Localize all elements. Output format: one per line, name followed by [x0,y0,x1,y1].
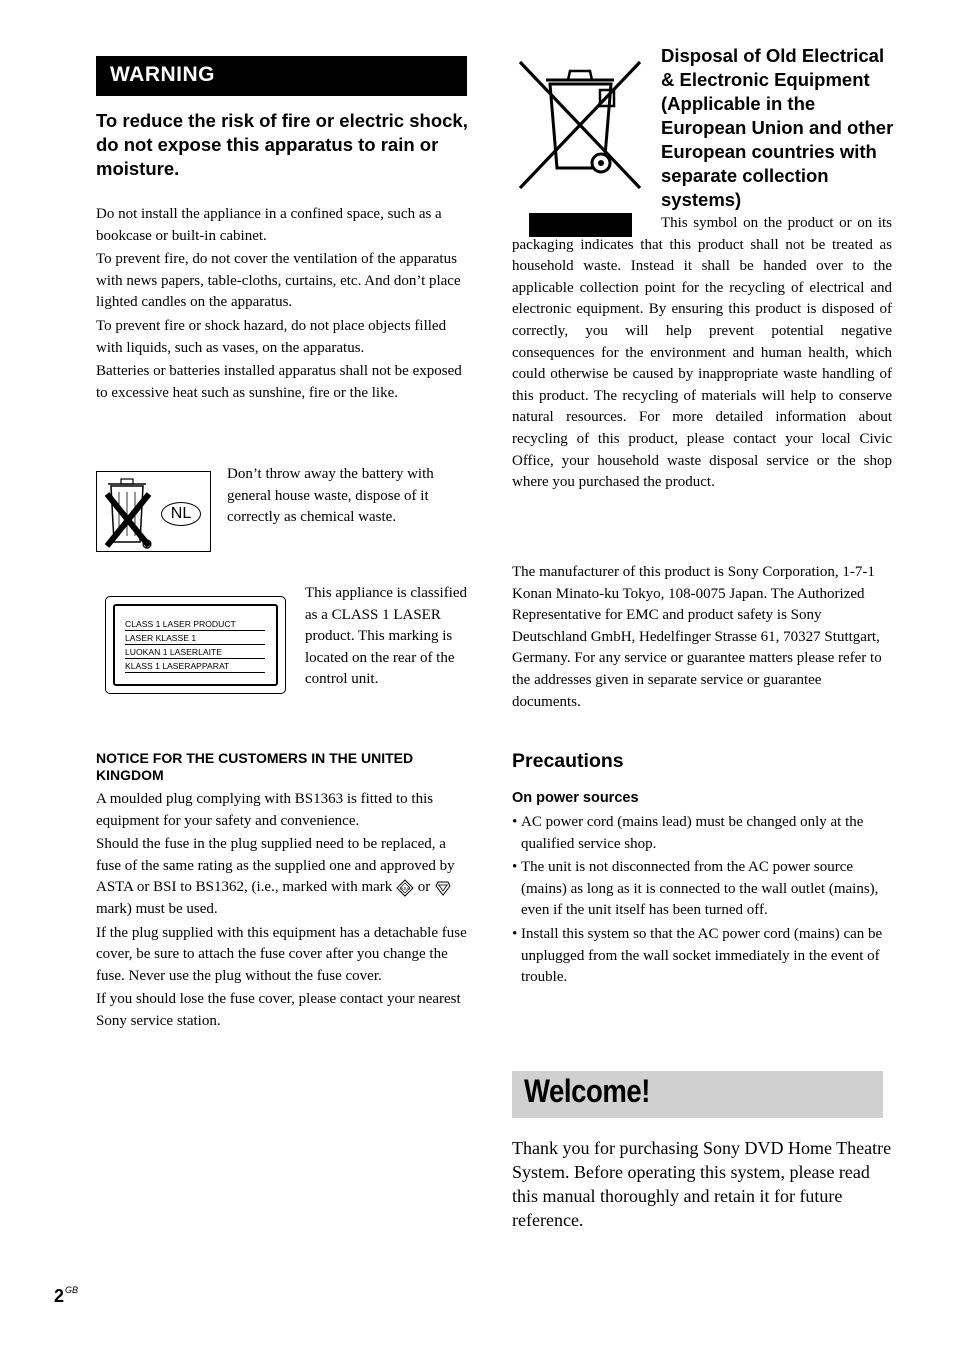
page-number-value: 2 [54,1286,65,1306]
uk-notice-paragraph: If the plug supplied with this equipment has a detachable fuse cover, be sure to attach the fuse cover after you change the fuse. Never use the plug without the fuse cover. [96,924,467,984]
list-item [512,857,884,922]
power-sources-heading: On power sources [512,790,639,806]
asta-mark-icon [396,879,414,897]
welcome-text: Thank you for purchasing Sony DVD Home Theatre System. Before operating this system, please read this manual thoroughly and retain it for future reference. [512,1138,892,1230]
page-number-suffix: GB [65,1285,79,1295]
laser-label-line: KLASS 1 LASERAPPARAT [125,661,265,673]
precautions-list [512,812,884,991]
disposal-text: This symbol on the product or on its packaging indicates that this product shall not be treated as household waste. Instead it shall be handed over to the applicable collection point for the recycling of electrical and electronic equipment. By ensuring this product is disposed of correctly, you will help prevent potential negative consequences for the environment and human health, which could otherwise be caused by inappropriate waste handling of this product. The recycling of materials will help to conserve natural resources. For more detailed information about recycling of this product, please contact your local Civic Office, your household waste disposal service or the shop where you purchased the product. [512,215,892,491]
page-number [54,1285,78,1307]
welcome-banner [512,1071,883,1118]
list-item [512,924,884,989]
laser-label-line: CLASS 1 LASER PRODUCT [125,619,265,631]
warning-paragraph: Do not install the appliance in a confined space, such as a bookcase or built-in cabinet. [96,206,442,244]
warning-heading: To reduce the risk of fire or electric shock, do not expose this apparatus to rain or moisture. [96,110,468,179]
uk-notice-paragraph: A moulded plug complying with BS1363 is fitted to this equipment for your safety and convenience. [96,791,434,829]
warning-banner-title: WARNING [110,63,215,86]
manufacturer-text: The manufacturer of this product is Sony Corporation, 1-7-1 Konan Minato-ku Tokyo, 108-0075 Japan. The Authorized Representative for EMC and product safety is Sony Deutschland GmbH, Hedelfinger Strasse 61, 70327 Stuttgart, Germany. For any service or guarantee matters please refer to the addresses given in separate service or guarantee documents. [512,564,882,710]
uk-notice-text: Should the fuse in the plug supplied need to be replaced, a fuse of the same rating as the supplied one and approved by ASTA or BSI to BS1362, (i.e., marked with mark [96,836,455,896]
bullet: • [512,925,518,942]
laser-label-frame [113,604,278,686]
bullet: • [512,859,518,876]
uk-notice-text: mark) must be used. [96,900,218,917]
battery-text: Don’t throw away the battery with general house waste, dispose of it correctly as chemical waste. [227,466,434,526]
laser-label-line: LASER KLASSE 1 [125,633,265,645]
laser-text: This appliance is classified as a CLASS 1 LASER product. This marking is located on the rear of the control unit. [305,585,468,688]
battery-disposal-symbol [96,471,211,552]
uk-notice-paragraph: If you should lose the fuse cover, please contact your nearest Sony service station. [96,991,461,1029]
precautions-heading: Precautions [512,750,624,772]
list-item [512,812,884,855]
uk-notice-text: or [417,879,431,896]
uk-notice-heading: NOTICE FOR THE CUSTOMERS IN THE UNITED KINGDOM [96,750,414,783]
list-item-text: AC power cord (mains lead) must be changed only at the qualified service shop. [521,814,864,852]
warning-paragraph: To prevent fire, do not cover the ventilation of the apparatus with news papers, table-cloths, curtains, etc. And don’t place lighted candles on the apparatus. [96,251,461,311]
bullet: • [512,814,518,830]
warning-paragraph: To prevent fire or shock hazard, do not place objects filled with liquids, such as vases, on the apparatus. [96,317,447,356]
list-item-text: Install this system so that the AC power cord (mains) can be unplugged from the wall socket immediately in the event of trouble. [521,925,883,986]
uk-notice-body [96,789,468,1035]
disposal-text-block [512,213,892,494]
warning-banner [96,56,467,96]
bsi-kitemark-icon [434,879,452,897]
list-item-text: The unit is not disconnected from the AC power source (mains) as long as it is connected to the wall outlet (mains), even if the unit itself has been turned off. [521,859,879,919]
laser-product-label [105,596,286,694]
laser-label-line: LUOKAN 1 LASERLAITE [125,647,265,659]
warning-paragraphs [96,204,468,406]
nl-mark: NL [161,502,201,526]
uk-notice-paragraph-marks [96,834,468,920]
warning-paragraph: Batteries or batteries installed apparatus shall not be exposed to excessive heat such as sunshine, fire or the like. [96,363,462,401]
disposal-heading: Disposal of Old Electrical & Electronic Equipment (Applicable in the European Union and other European countries with separate collection systems) [661,45,894,210]
asta-mark-text: ASA [400,885,410,891]
welcome-title: Welcome! [524,1073,651,1109]
